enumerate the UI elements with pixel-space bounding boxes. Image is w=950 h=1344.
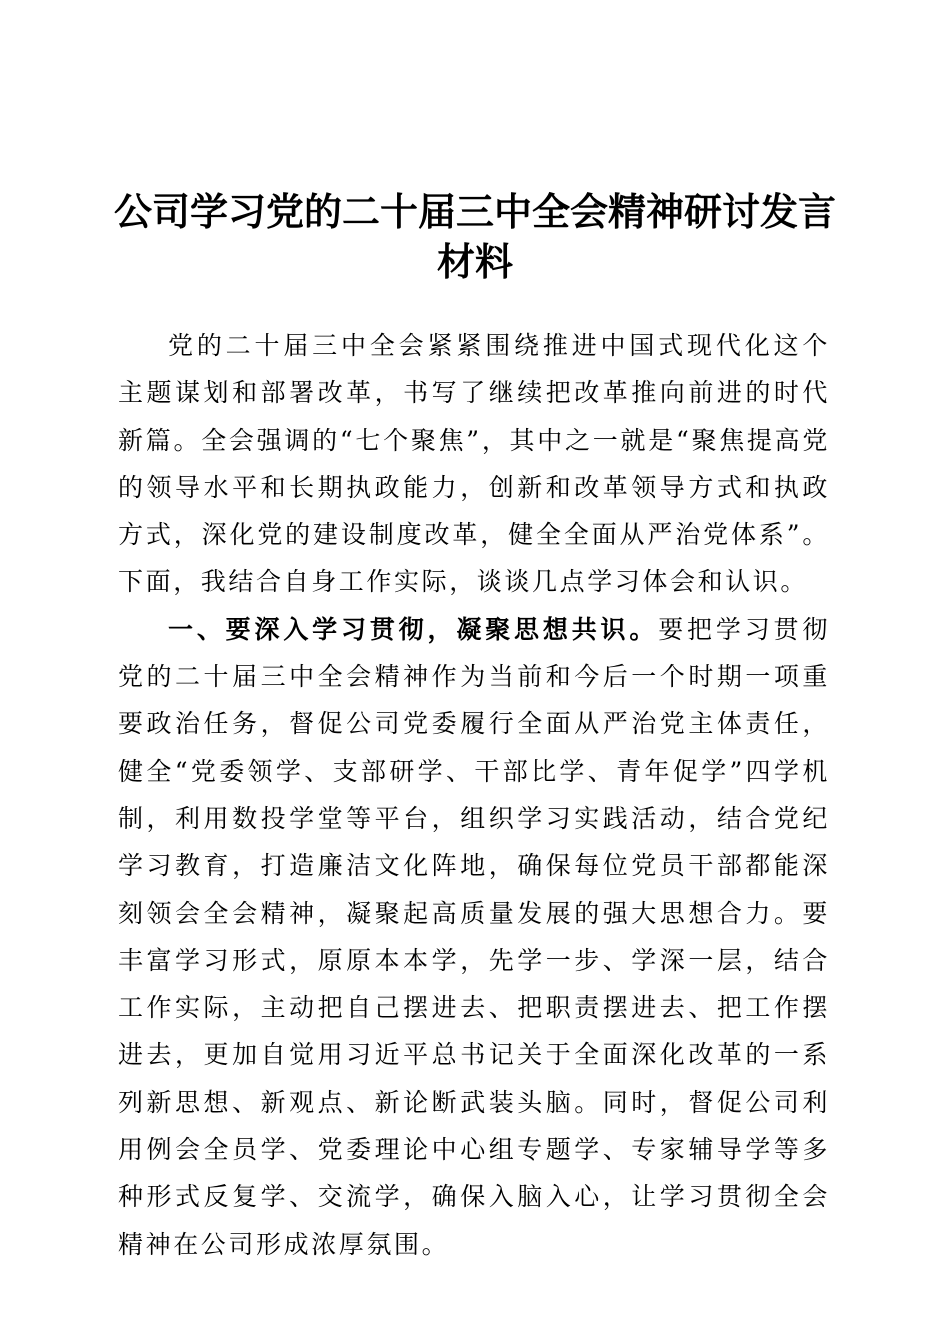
intro-paragraph xyxy=(118,322,830,606)
document-title: 公司学习党的二十届三中全会精神研讨发言材料 xyxy=(113,190,836,284)
section-one-text: 要把学习贯彻党的二十届三中全会精神作为当前和今后一个时期一项重要政治任务，督促公司党委履行全面从严治党主体责任，健全“党委领学、支部研学、干部比学、青年促学”四学机制，利用数投学堂等平台，组织学习实践活动，结合党纪学习教育，打造廉洁文化阵地，确保每位党员干部都能深刻领会全会精神，凝聚起高质量发展的强大思想合力。要丰富学习形式，原原本本学，先学一步、学深一层，结合工作实际，主动把自己摆进去、把职责摆进去、把工作摆进去，更加自觉用习近平总书记关于全面深化改革的一系列新思想、新观点、新论断武装头脑。同时，督促公司利用例会全员学、党委理论中心组专题学、专家辅导学等多种形式反复学、交流学，确保入脑入心，让学习贯彻全会精神在公司形成浓厚氛围。 xyxy=(118,614,830,1259)
section-one-paragraph xyxy=(118,606,830,1268)
section-one-heading: 一、要深入学习贯彻，凝聚思想共识。 xyxy=(168,614,659,644)
document-body xyxy=(118,322,830,1268)
intro-paragraph-text: 党的二十届三中全会紧紧围绕推进中国式现代化这个主题谋划和部署改革，书写了继续把改革推向前进的时代新篇。全会强调的“七个聚焦”，其中之一就是“聚焦提高党的领导水平和长期执政能力，创新和改革领导方式和执政方式，深化党的建设制度改革，健全全面从严治党体系”。下面，我结合自身工作实际，谈谈几点学习体会和认识。 xyxy=(118,331,830,597)
